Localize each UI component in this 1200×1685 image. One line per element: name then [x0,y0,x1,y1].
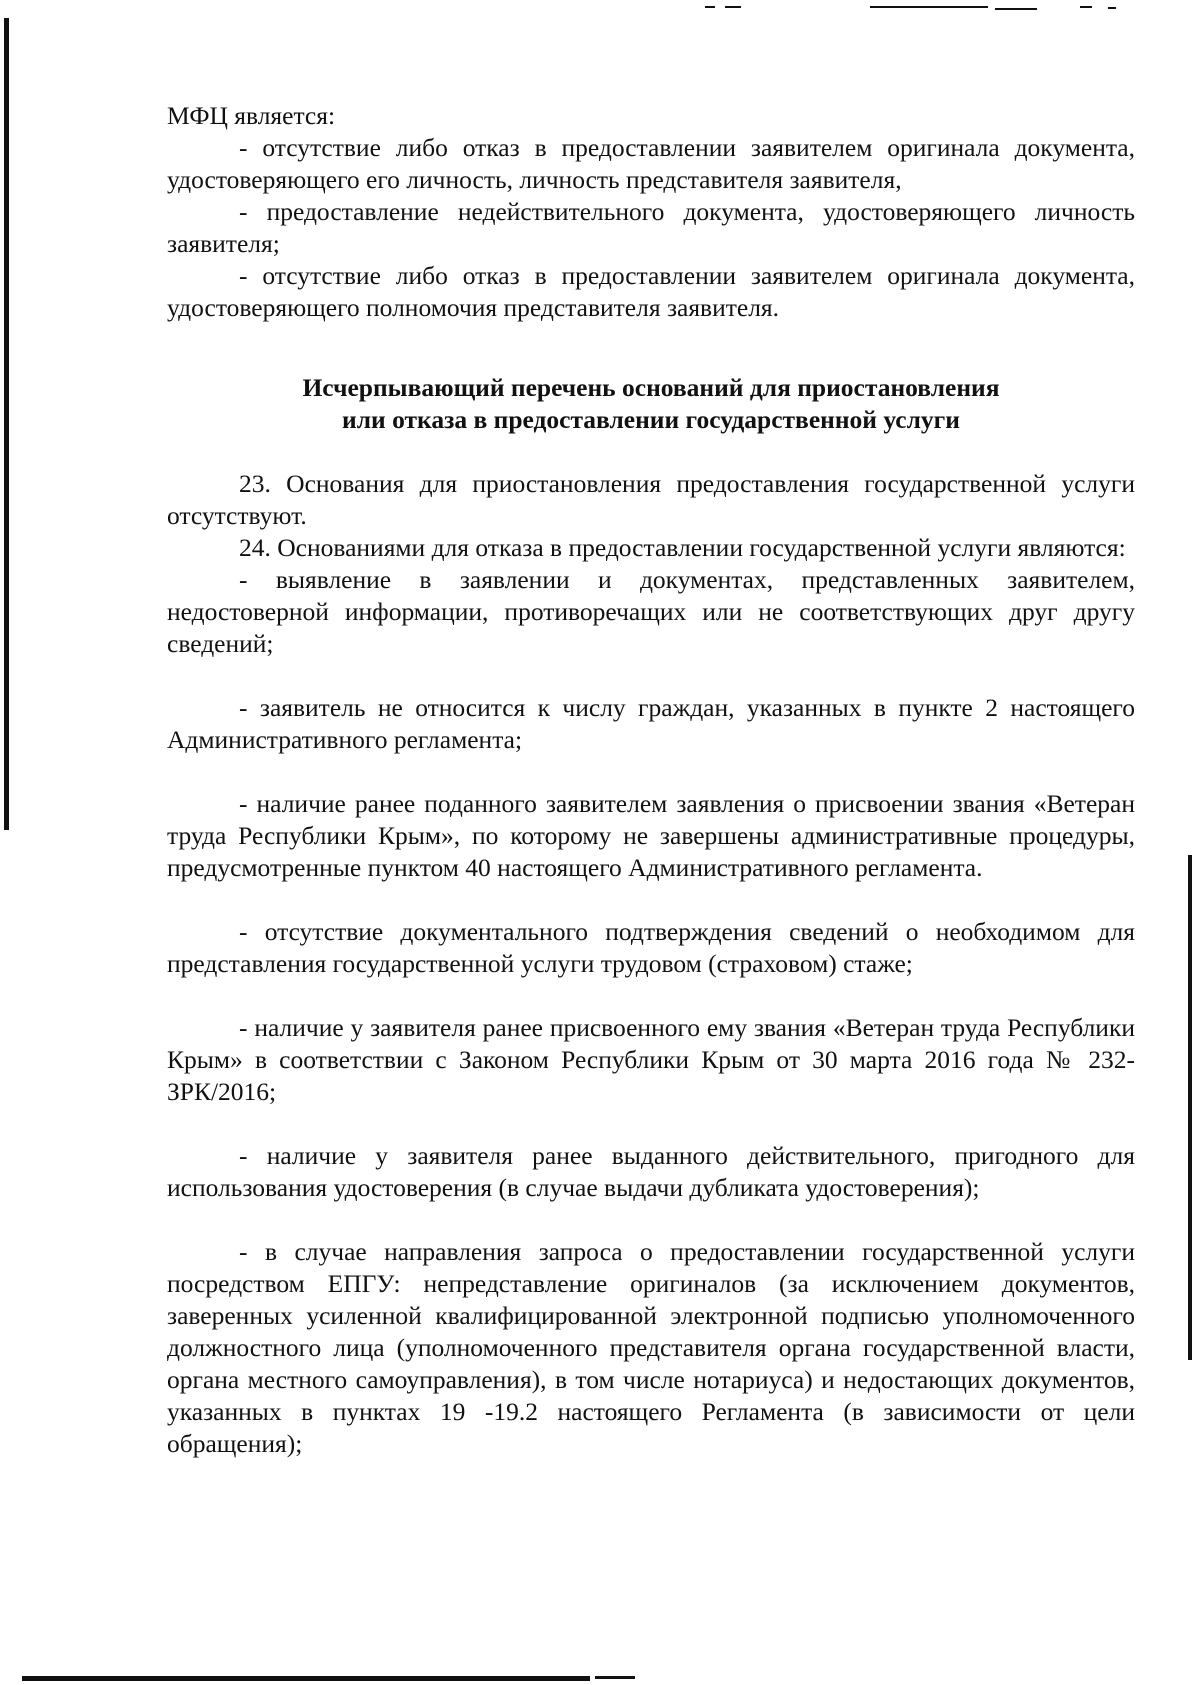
list-item-7: - в случае направления запроса о предоставлении государственной услуги посредством ЕПГУ: непредставление оригиналов (за исключением документов, заверенных усиленной квалифицированной электронной подписью уполномоченного должностного лица (уполномоченного представителя органа государственной власти, органа местного самоуправления), в том числе нотариуса) и недостающих документов, указанных в пунктах 19 -19.2 настоящего Регламента (в зависимости от цели обращения); [167,1237,1135,1458]
paragraph-top-item-1: - отсутствие либо отказ в предоставлении заявителем оригинала документа, удостоверяющего его личность, личность представителя заявителя, [167,133,1135,194]
list-item-1: - выявление в заявлении и документах, представленных заявителем, недостоверной информации, противоречащих или не соответствующих друг другу сведений; [167,565,1135,658]
list-item-5: - наличие у заявителя ранее присвоенного ему звания «Ветеран труда Республики Крым» в соответствии с Законом Республики Крым от 30 марта 2016 года № 232-ЗРК/2016; [167,1013,1135,1106]
spacer [167,884,1135,916]
spacer [167,436,1135,468]
paragraph-23: 23. Основания для приостановления предоставления государственной услуги отсутствуют. [167,469,1135,530]
section-heading-line-1: Исчерпывающий перечень оснований для приостановления [302,373,1000,402]
scan-top-dash-3 [870,6,988,8]
scan-right-edge-line [1188,855,1192,1360]
spacer [167,756,1135,788]
spacer [167,324,1135,356]
paragraph-top-item-2: - предоставление недействительного документа, удостоверяющего личность заявителя; [167,197,1135,258]
paragraph-mfc-intro: МФЦ является: [167,101,336,130]
scan-bottom-edge-line [22,1676,590,1681]
section-heading-line-2: или отказа в предоставлении государственной услуги [342,405,960,434]
list-item-4: - отсутствие документального подтверждения сведений о необходимом для представления государственной услуги трудовом (страховом) стаже; [167,917,1135,978]
document-body [167,100,1135,1460]
scan-top-dash-1 [705,6,715,8]
list-item-6: - наличие у заявителя ранее выданного действительного, пригодного для использования удостоверения (в случае выдачи дубликата удостоверения); [167,1141,1135,1202]
paragraph-24: 24. Основаниями для отказа в предоставлении государственной услуги являются: [239,533,1126,562]
spacer [167,660,1135,692]
scan-top-dash-4 [995,8,1037,10]
spacer [167,1108,1135,1140]
spacer [167,1204,1135,1236]
spacer [167,356,1135,372]
spacer [167,980,1135,1012]
paragraph-top-item-3: - отсутствие либо отказ в предоставлении заявителем оригинала документа, удостоверяющего полномочия представителя заявителя. [167,261,1135,322]
scan-top-dash-5 [1080,6,1092,8]
scan-top-dash-6 [1108,7,1116,9]
list-item-2: - заявитель не относится к числу граждан, указанных в пункте 2 настоящего Административного регламента; [167,693,1135,754]
list-item-3: - наличие ранее поданного заявителем заявления о присвоении звания «Ветеран труда Республики Крым», по которому не завершены административные процедуры, предусмотренные пунктом 40 настоящего Административного регламента. [167,789,1135,882]
scan-top-dash-2 [725,6,741,8]
scan-bottom-edge-dash [595,1676,635,1679]
scan-left-edge-line [4,18,9,830]
